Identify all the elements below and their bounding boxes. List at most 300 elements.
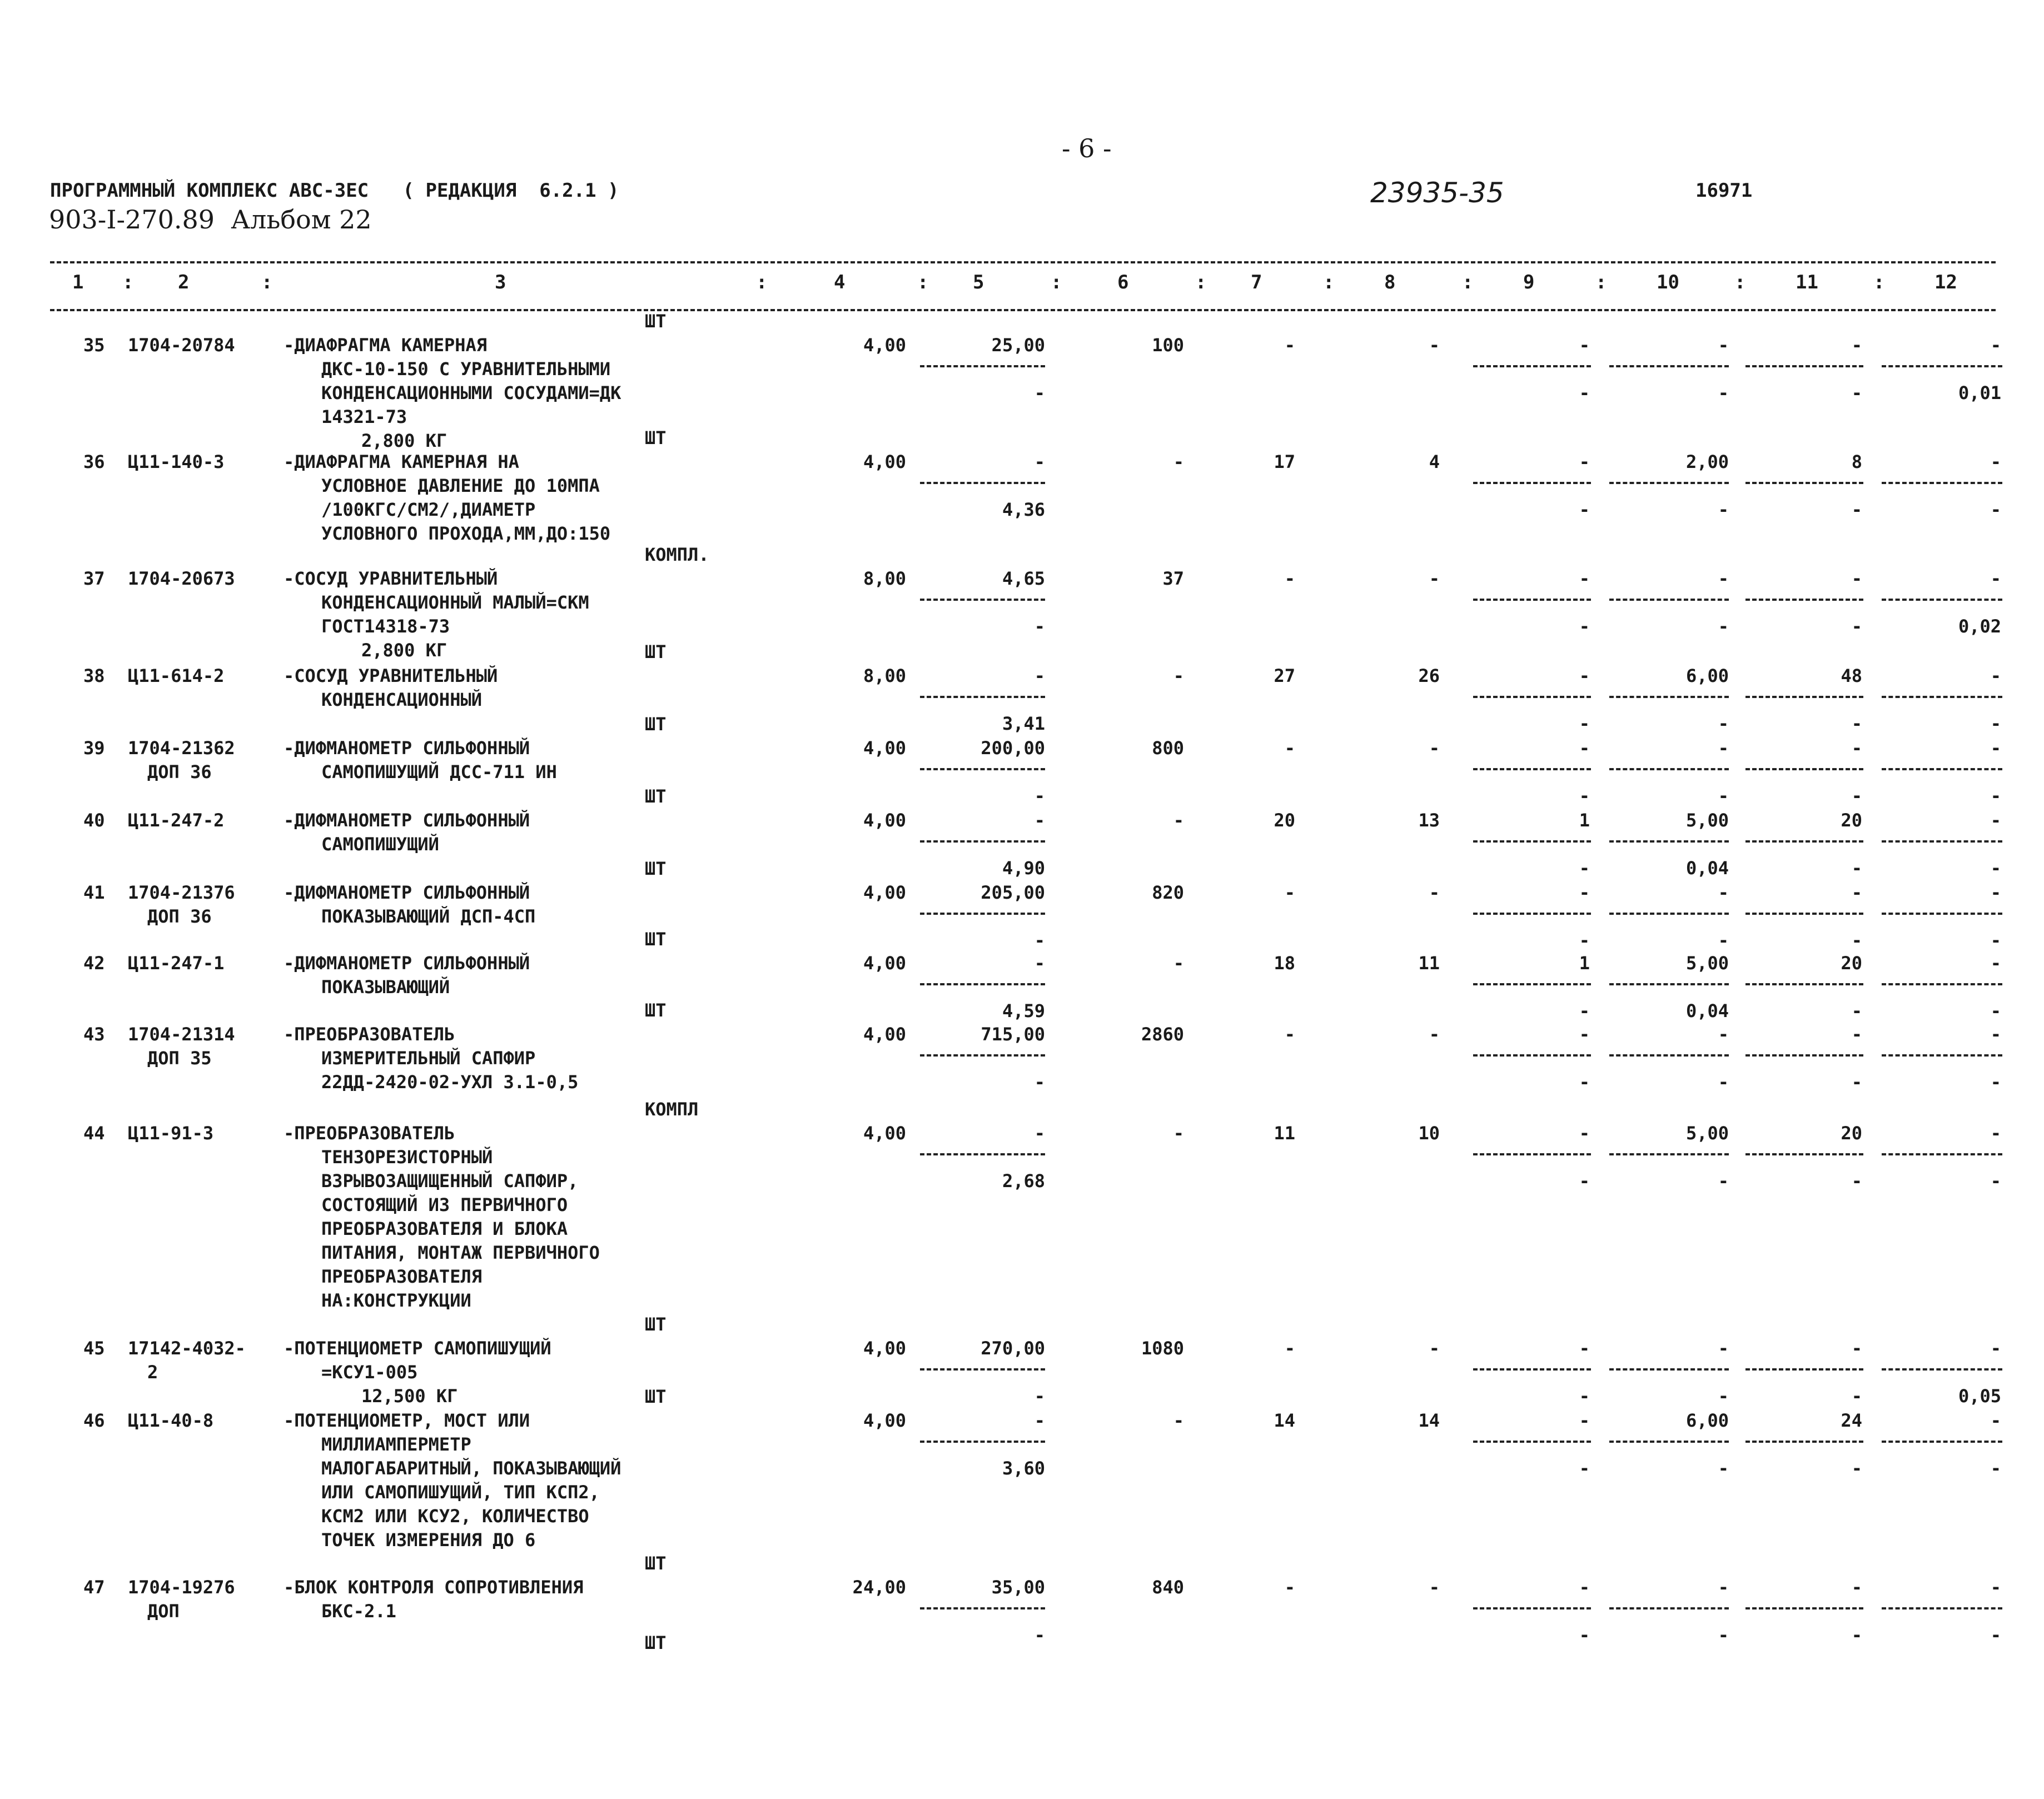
cell-c8: 11 [1418, 953, 1440, 974]
item-name-line: ГОСТ14318-73 [321, 616, 450, 637]
cell-c11b: - [1851, 1000, 1862, 1021]
item-code: 1704-20784 [128, 335, 235, 356]
cell-c7: - [1284, 1024, 1295, 1045]
cell-c4: 8,00 [863, 665, 906, 686]
item-name-line: КОНДЕНСАЦИОННЫЙ [321, 689, 482, 710]
cell-c9b: - [1579, 1170, 1590, 1192]
program-line: ПРОГРАММНЫЙ КОМПЛЕКС АВС-3ЕС ( РЕДАКЦИЯ 6.2.1 ) [50, 180, 619, 202]
cell-c9b: - [1579, 382, 1590, 403]
cell-divider [1609, 840, 1729, 843]
cell-divider [1473, 482, 1591, 484]
cell-divider [920, 768, 1045, 770]
cell-divider [1609, 696, 1729, 698]
cell-c5b: - [1034, 1624, 1045, 1646]
cell-divider [1609, 599, 1729, 601]
item-code: 1704-21376 [128, 882, 235, 903]
cell-c12: - [1990, 665, 2001, 686]
cell-c11b: - [1851, 930, 1862, 951]
cell-c6: 100 [1152, 335, 1184, 356]
cell-c12b: - [1990, 1624, 2001, 1646]
cell-c12: - [1990, 882, 2001, 903]
cell-c5b: - [1034, 1072, 1045, 1093]
item-code: 17142-4032- [128, 1338, 246, 1359]
cell-c12b: - [1990, 713, 2001, 734]
unit-label: ШТ [645, 786, 667, 807]
column-separator: : [122, 271, 134, 293]
cell-c10b: - [1718, 1458, 1729, 1479]
item-name-line: КСМ2 ИЛИ КСУ2, КОЛИЧЕСТВО [321, 1506, 589, 1527]
cell-c5: - [1034, 953, 1045, 974]
item-name-line: МИЛЛИАМПЕРМЕТР [321, 1434, 471, 1455]
cell-c12b: - [1990, 1000, 2001, 1021]
cell-c7: 17 [1274, 451, 1295, 472]
cell-c9: - [1579, 737, 1590, 759]
cell-c12: - [1990, 810, 2001, 831]
cell-divider [1745, 482, 1863, 484]
cell-divider [1745, 768, 1863, 770]
cell-c5: - [1034, 451, 1045, 472]
cell-c6: - [1173, 953, 1184, 974]
cell-c10b: - [1718, 616, 1729, 637]
row-number: 46 [83, 1410, 105, 1431]
item-name-line: ИЛИ САМОПИШУЩИЙ, ТИП КСП2, [321, 1482, 600, 1503]
cell-c6: 2860 [1141, 1024, 1184, 1045]
unit-label: ШТ [645, 1553, 667, 1574]
cell-divider [1473, 840, 1591, 843]
row-number: 45 [83, 1338, 105, 1359]
cell-c5b: 2,68 [1002, 1170, 1045, 1192]
cell-c9: - [1579, 1123, 1590, 1144]
cell-c4: 4,00 [863, 953, 906, 974]
cell-c5: 200,00 [981, 737, 1045, 759]
column-separator: : [917, 271, 929, 293]
item-name-line: -ПРЕОБРАЗОВАТЕЛЬ [284, 1123, 455, 1144]
item-name-line: 14321-73 [321, 406, 407, 427]
column-header-5: 5 [973, 271, 984, 293]
cell-c8: - [1429, 882, 1440, 903]
item-name-line: КОНДЕНСАЦИОННЫМИ СОСУДАМИ=ДК [321, 382, 621, 403]
unit-label: ШТ [645, 714, 667, 735]
cell-c9b: - [1579, 930, 1590, 951]
item-code: 1704-19276 [128, 1577, 235, 1598]
item-name-line: ТОЧЕК ИЗМЕРЕНИЯ ДО 6 [321, 1529, 536, 1551]
cell-c6: - [1173, 1123, 1184, 1144]
cell-c12: - [1990, 1410, 2001, 1431]
item-code: Ц11-140-3 [128, 451, 225, 472]
cell-divider [1609, 913, 1729, 915]
cell-c8: - [1429, 1577, 1440, 1598]
cell-divider [1745, 1441, 1863, 1443]
column-header-7: 7 [1251, 271, 1262, 293]
cell-c9b: - [1579, 499, 1590, 520]
cell-c12: - [1990, 737, 2001, 759]
cell-c12: - [1990, 1024, 2001, 1045]
cell-c12: - [1990, 451, 2001, 472]
column-separator: : [1873, 271, 1885, 293]
cell-divider [1473, 1607, 1591, 1609]
cell-divider [1745, 1368, 1863, 1371]
row-number: 41 [83, 882, 105, 903]
cell-c10b: - [1718, 1386, 1729, 1407]
cell-c11: 20 [1841, 953, 1862, 974]
cell-c9: - [1579, 1024, 1590, 1045]
cell-c8: - [1429, 737, 1440, 759]
row-number: 44 [83, 1123, 105, 1144]
item-name-line: ВЗРЫВОЗАЩИЩЕННЫЙ САПФИР, [321, 1170, 579, 1192]
cell-c11b: - [1851, 499, 1862, 520]
item-name-line: =КСУ1-005 [321, 1362, 418, 1383]
item-name-line: -ДИАФРАГМА КАМЕРНАЯ [284, 335, 488, 356]
cell-divider [920, 1441, 1045, 1443]
top-rule [50, 261, 1996, 263]
row-number: 38 [83, 665, 105, 686]
row-number: 36 [83, 451, 105, 472]
cell-c12b: - [1990, 930, 2001, 951]
cell-c5b: - [1034, 382, 1045, 403]
cell-c9: 1 [1579, 810, 1590, 831]
cell-c6: 37 [1162, 568, 1184, 589]
unit-label: ШТ [645, 641, 667, 662]
cell-c11: - [1851, 1577, 1862, 1598]
cell-divider [1473, 1153, 1591, 1155]
unit-label: ШТ [645, 427, 667, 448]
row-number: 39 [83, 737, 105, 759]
item-name-line: 22ДД-2420-02-УХЛ 3.1-0,5 [321, 1072, 579, 1093]
column-header-9: 9 [1523, 271, 1535, 293]
item-name-line: ПИТАНИЯ, МОНТАЖ ПЕРВИЧНОГО [321, 1242, 600, 1263]
cell-divider [1882, 1368, 2002, 1371]
cell-c10: - [1718, 568, 1729, 589]
item-code: Ц11-91-3 [128, 1123, 214, 1144]
column-header-8: 8 [1384, 271, 1396, 293]
cell-divider [920, 482, 1045, 484]
column-separator: : [1462, 271, 1474, 293]
cell-c10: - [1718, 1024, 1729, 1045]
cell-c12: - [1990, 1123, 2001, 1144]
cell-c5: - [1034, 810, 1045, 831]
cell-c4: 4,00 [863, 737, 906, 759]
cell-c8: - [1429, 568, 1440, 589]
cell-divider [1473, 1441, 1591, 1443]
cell-divider [1609, 1153, 1729, 1155]
item-code-suffix: ДОП [147, 1601, 180, 1622]
cell-divider [1745, 1153, 1863, 1155]
cell-divider [920, 1368, 1045, 1371]
cell-divider [1609, 1368, 1729, 1371]
cell-c11b: - [1851, 1386, 1862, 1407]
column-header-1: 1 [72, 271, 84, 293]
row-number: 37 [83, 568, 105, 589]
item-name-line: БКС-2.1 [321, 1601, 396, 1622]
cell-c5: 25,00 [991, 335, 1045, 356]
column-separator: : [1595, 271, 1607, 293]
column-header-10: 10 [1657, 271, 1679, 293]
cell-c9: - [1579, 451, 1590, 472]
row-number: 40 [83, 810, 105, 831]
item-name-line: ПОКАЗЫВАЮЩИЙ [321, 976, 450, 998]
cell-c5: - [1034, 1123, 1045, 1144]
item-code-suffix: 2 [147, 1362, 158, 1383]
cell-divider [1745, 599, 1863, 601]
cell-c11: - [1851, 568, 1862, 589]
cell-divider [920, 696, 1045, 698]
cell-c5b: 4,36 [1002, 499, 1045, 520]
cell-c7: - [1284, 1338, 1295, 1359]
cell-c9b: - [1579, 713, 1590, 734]
cell-divider [1882, 599, 2002, 601]
cell-c12b: - [1990, 499, 2001, 520]
column-header-6: 6 [1117, 271, 1129, 293]
cell-c10: - [1718, 737, 1729, 759]
item-code: Ц11-247-2 [128, 810, 225, 831]
cell-c12: - [1990, 953, 2001, 974]
cell-c7: 14 [1274, 1410, 1295, 1431]
cell-divider [1882, 365, 2002, 367]
cell-c5b: - [1034, 1386, 1045, 1407]
item-name-line: -СОСУД УРАВНИТЕЛЬНЫЙ [284, 568, 498, 589]
item-name-line: /100КГС/СМ2/,ДИАМЕТР [321, 499, 536, 520]
cell-c8: 13 [1418, 810, 1440, 831]
item-code-suffix: ДОП 35 [147, 1048, 212, 1069]
column-separator: : [261, 271, 273, 293]
cell-divider [1609, 1607, 1729, 1609]
column-separator: : [1195, 271, 1207, 293]
cell-c12b: - [1990, 1072, 2001, 1093]
cell-c11: - [1851, 335, 1862, 356]
cell-c5b: 3,41 [1002, 713, 1045, 734]
unit-label: ШТ [645, 929, 667, 950]
cell-c8: - [1429, 1338, 1440, 1359]
unit-label: ШТ [645, 1632, 667, 1653]
unit-label: КОМПЛ. [645, 544, 709, 565]
column-header-12: 12 [1934, 271, 1957, 293]
cell-c8: 4 [1429, 451, 1440, 472]
cell-c5b: - [1034, 616, 1045, 637]
cell-c5: 205,00 [981, 882, 1045, 903]
cell-c10: 6,00 [1685, 1410, 1729, 1431]
cell-c4: 4,00 [863, 810, 906, 831]
cell-c4: 4,00 [863, 1024, 906, 1045]
item-name-line: САМОПИШУЩИЙ [321, 834, 439, 855]
item-code: Ц11-614-2 [128, 665, 225, 686]
item-name-line: -ДИАФРАГМА КАМЕРНАЯ НА [284, 451, 519, 472]
cell-divider [1882, 983, 2002, 985]
column-separator: : [1051, 271, 1062, 293]
cell-c6: - [1173, 665, 1184, 686]
cell-c4: 4,00 [863, 335, 906, 356]
item-name-line: ПРЕОБРАЗОВАТЕЛЯ [321, 1266, 482, 1287]
cell-c8: 26 [1418, 665, 1440, 686]
cell-c11b: - [1851, 1624, 1862, 1646]
cell-divider [1882, 1054, 2002, 1057]
doc-number: 16971 [1695, 180, 1753, 202]
cell-c12b: - [1990, 858, 2001, 879]
cell-c5b: 3,60 [1002, 1458, 1045, 1479]
cell-c9b: - [1579, 1624, 1590, 1646]
cell-c12: - [1990, 1338, 2001, 1359]
cell-divider [1473, 913, 1591, 915]
cell-c12b: - [1990, 1170, 2001, 1192]
cell-divider [1882, 840, 2002, 843]
cell-c11: - [1851, 1024, 1862, 1045]
cell-divider [1882, 768, 2002, 770]
cell-divider [1609, 983, 1729, 985]
cell-c4: 24,00 [852, 1577, 906, 1598]
cell-c10b: 0,04 [1685, 1000, 1729, 1021]
item-code: Ц11-40-8 [128, 1410, 214, 1431]
item-name-line: ТЕНЗОРЕЗИСТОРНЫЙ [321, 1147, 493, 1168]
item-name-line: -БЛОК КОНТРОЛЯ СОПРОТИВЛЕНИЯ [284, 1577, 584, 1598]
cell-c9: - [1579, 1410, 1590, 1431]
cell-divider [1473, 365, 1591, 367]
cell-c11b: - [1851, 1072, 1862, 1093]
item-weight: 12,500 КГ [361, 1386, 458, 1407]
cell-divider [1882, 1441, 2002, 1443]
cell-divider [920, 983, 1045, 985]
cell-c9: - [1579, 1338, 1590, 1359]
cell-c11b: - [1851, 382, 1862, 403]
cell-c6: 820 [1152, 882, 1184, 903]
cell-c4: 4,00 [863, 1338, 906, 1359]
cell-c11: 8 [1851, 451, 1862, 472]
cell-c11: - [1851, 737, 1862, 759]
cell-divider [1882, 1153, 2002, 1155]
cell-c10b: 0,04 [1685, 858, 1729, 879]
cell-c12b: - [1990, 1458, 2001, 1479]
column-header-3: 3 [495, 271, 506, 293]
row-number: 42 [83, 953, 105, 974]
cell-c11: 48 [1841, 665, 1862, 686]
cell-c5: 35,00 [991, 1577, 1045, 1598]
cell-divider [920, 913, 1045, 915]
cell-c10b: - [1718, 1624, 1729, 1646]
cell-c11: 20 [1841, 810, 1862, 831]
cell-divider [1882, 913, 2002, 915]
cell-c6: 800 [1152, 737, 1184, 759]
cell-c9: - [1579, 882, 1590, 903]
cell-c5: 270,00 [981, 1338, 1045, 1359]
cell-divider [1745, 913, 1863, 915]
cell-divider [1745, 983, 1863, 985]
item-code-suffix: ДОП 36 [147, 761, 212, 783]
item-code: 1704-20673 [128, 568, 235, 589]
cell-c7: 20 [1274, 810, 1295, 831]
column-header-4: 4 [834, 271, 846, 293]
item-name-line: САМОПИШУЩИЙ ДСС-711 ИН [321, 761, 557, 783]
cell-c10: - [1718, 335, 1729, 356]
cell-c11b: - [1851, 1170, 1862, 1192]
cell-c9b: - [1579, 1072, 1590, 1093]
cell-c7: - [1284, 882, 1295, 903]
cell-c12: - [1990, 1577, 2001, 1598]
cell-c10b: - [1718, 382, 1729, 403]
album-line: 903-I-270.89 Альбом 22 [49, 205, 372, 235]
unit-label: ШТ [645, 311, 667, 332]
item-name-line: УСЛОВНОГО ПРОХОДА,ММ,ДО:150 [321, 523, 611, 544]
item-name-line: -ПОТЕНЦИОМЕТР, МОСТ ИЛИ [284, 1410, 530, 1431]
cell-c11: - [1851, 882, 1862, 903]
cell-c5b: 4,59 [1002, 1000, 1045, 1021]
unit-label: ШТ [645, 1000, 667, 1021]
cell-c5b: - [1034, 785, 1045, 806]
cell-c9: 1 [1579, 953, 1590, 974]
column-header-11: 11 [1796, 271, 1818, 293]
item-code: Ц11-247-1 [128, 953, 225, 974]
column-separator: : [756, 271, 768, 293]
cell-c6: 1080 [1141, 1338, 1184, 1359]
cell-c11b: - [1851, 616, 1862, 637]
cell-divider [1882, 696, 2002, 698]
cell-divider [1473, 599, 1591, 601]
cell-c10: - [1718, 1338, 1729, 1359]
cell-c12b: 0,05 [1958, 1386, 2001, 1407]
cell-divider [1609, 1054, 1729, 1057]
cell-divider [920, 1054, 1045, 1057]
item-code: 1704-21362 [128, 737, 235, 759]
item-code: 1704-21314 [128, 1024, 235, 1045]
item-name-line: УСЛОВНОЕ ДАВЛЕНИЕ ДО 10МПА [321, 475, 600, 496]
cell-divider [920, 1153, 1045, 1155]
cell-c7: 27 [1274, 665, 1295, 686]
cell-c12b: 0,01 [1958, 382, 2001, 403]
cell-c9b: - [1579, 785, 1590, 806]
item-name-line: -ДИФМАНОМЕТР СИЛЬФОННЫЙ [284, 737, 530, 759]
column-header-2: 2 [178, 271, 190, 293]
cell-divider [1745, 1607, 1863, 1609]
cell-divider [1473, 696, 1591, 698]
cell-c7: - [1284, 568, 1295, 589]
cell-c10b: - [1718, 785, 1729, 806]
cell-c9: - [1579, 568, 1590, 589]
item-weight: 2,800 КГ [361, 430, 447, 451]
cell-c12b: - [1990, 785, 2001, 806]
cell-c6: 840 [1152, 1577, 1184, 1598]
unit-label: ШТ [645, 1386, 667, 1407]
column-separator: : [1323, 271, 1335, 293]
cell-c8: - [1429, 335, 1440, 356]
cell-c10: - [1718, 882, 1729, 903]
cell-divider [1745, 840, 1863, 843]
cell-divider [1609, 482, 1729, 484]
item-name-line: -СОСУД УРАВНИТЕЛЬНЫЙ [284, 665, 498, 686]
cell-c10: 5,00 [1685, 1123, 1729, 1144]
item-name-line: -ДИФМАНОМЕТР СИЛЬФОННЫЙ [284, 953, 530, 974]
cell-divider [1745, 696, 1863, 698]
cell-divider [1609, 1441, 1729, 1443]
cell-c9b: - [1579, 858, 1590, 879]
item-name-line: КОНДЕНСАЦИОННЫЙ МАЛЫЙ=СКМ [321, 592, 589, 613]
item-name-line: -ДИФМАНОМЕТР СИЛЬФОННЫЙ [284, 882, 530, 903]
row-number: 35 [83, 335, 105, 356]
cell-divider [1473, 1054, 1591, 1057]
cell-c9: - [1579, 665, 1590, 686]
cell-divider [1882, 482, 2002, 484]
cell-divider [1745, 365, 1863, 367]
cell-c11: - [1851, 1338, 1862, 1359]
cell-c5: 715,00 [981, 1024, 1045, 1045]
item-name-line: МАЛОГАБАРИТНЫЙ, ПОКАЗЫВАЮЩИЙ [321, 1458, 621, 1479]
cell-divider [1745, 1054, 1863, 1057]
cell-c11b: - [1851, 713, 1862, 734]
item-name-line: -ДИФМАНОМЕТР СИЛЬФОННЫЙ [284, 810, 530, 831]
cell-c10b: - [1718, 1170, 1729, 1192]
row-number: 43 [83, 1024, 105, 1045]
cell-divider [1882, 1607, 2002, 1609]
cell-c6: - [1173, 810, 1184, 831]
cell-c5b: - [1034, 930, 1045, 951]
item-name-line: -ПОТЕНЦИОМЕТР САМОПИШУЩИЙ [284, 1338, 551, 1359]
cell-c12: - [1990, 568, 2001, 589]
